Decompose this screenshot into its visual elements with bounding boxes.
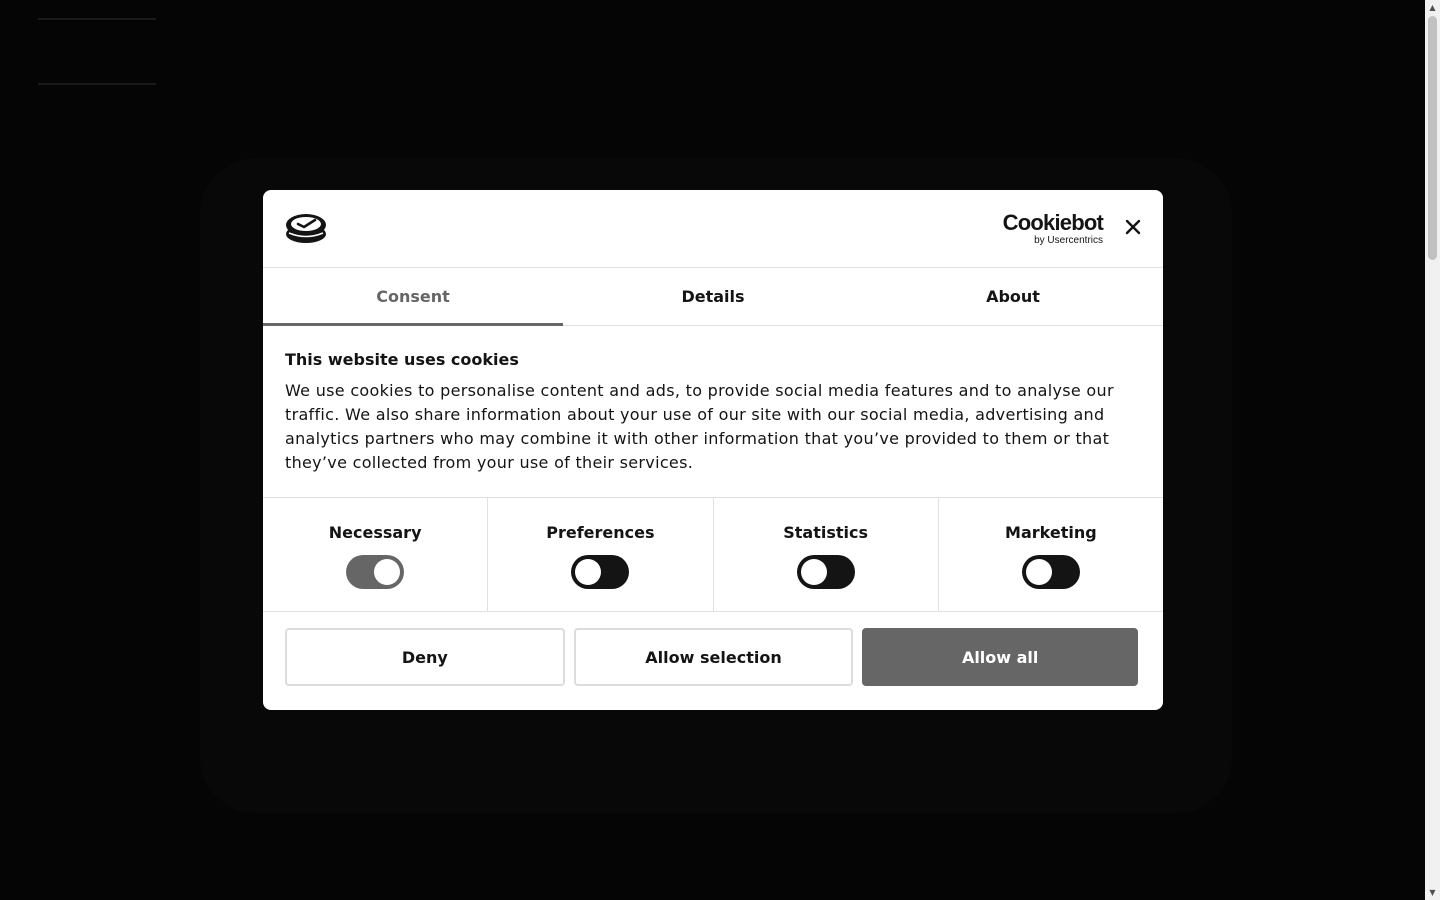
background-line-top xyxy=(38,18,156,20)
toggle-necessary xyxy=(263,498,488,611)
toggle-label: Preferences xyxy=(546,523,655,542)
statistics-switch[interactable] xyxy=(797,555,855,589)
cookiebot-logo[interactable] xyxy=(1003,212,1103,246)
tab-details[interactable]: Details xyxy=(681,287,745,306)
toggle-marketing xyxy=(939,498,1163,611)
brand-name: Cookiebot xyxy=(1002,210,1103,235)
scroll-down-arrow-icon[interactable]: ▼ xyxy=(1429,888,1436,897)
switch-knob xyxy=(374,559,400,585)
preferences-switch[interactable] xyxy=(571,555,629,589)
consent-toggles xyxy=(263,498,1163,612)
cookie-consent-dialog xyxy=(263,190,1163,710)
toggle-label: Marketing xyxy=(1005,523,1097,542)
allow-selection-button[interactable]: Allow selection xyxy=(574,628,854,686)
consent-buttons xyxy=(263,612,1163,686)
scroll-thumb[interactable] xyxy=(1428,16,1437,260)
switch-knob xyxy=(1026,559,1052,585)
dialog-header xyxy=(263,190,1163,268)
toggle-statistics xyxy=(714,498,939,611)
necessary-switch xyxy=(346,555,404,589)
switch-knob xyxy=(575,559,601,585)
background-line-bottom xyxy=(38,83,156,85)
tab-consent[interactable]: Consent xyxy=(263,268,563,325)
brand-sub: by Usercentrics xyxy=(1034,235,1103,246)
close-icon[interactable] xyxy=(1123,217,1143,237)
dialog-tabs xyxy=(263,268,1163,326)
scroll-up-arrow-icon[interactable]: ▲ xyxy=(1429,3,1436,12)
consent-content xyxy=(263,326,1163,498)
deny-button[interactable]: Deny xyxy=(285,628,565,686)
toggle-label: Statistics xyxy=(783,523,868,542)
toggle-preferences xyxy=(488,498,713,611)
content-text: We use cookies to personalise content and ads, to provide social media features and to analyse our traffic. We also share information about your use of our site with our social media, advertising and analytics partners who may combine it with other information that you’ve provided to them or that they’ve collected from your use of their services. xyxy=(285,381,1114,472)
switch-knob xyxy=(801,559,827,585)
tab-about[interactable]: About xyxy=(986,287,1040,306)
allow-all-button[interactable]: Allow all xyxy=(862,628,1138,686)
marketing-switch[interactable] xyxy=(1022,555,1080,589)
site-logo-icon xyxy=(285,212,327,244)
content-title: This website uses cookies xyxy=(285,350,519,369)
page-scrollbar[interactable] xyxy=(1425,0,1440,900)
toggle-label: Necessary xyxy=(328,523,422,542)
